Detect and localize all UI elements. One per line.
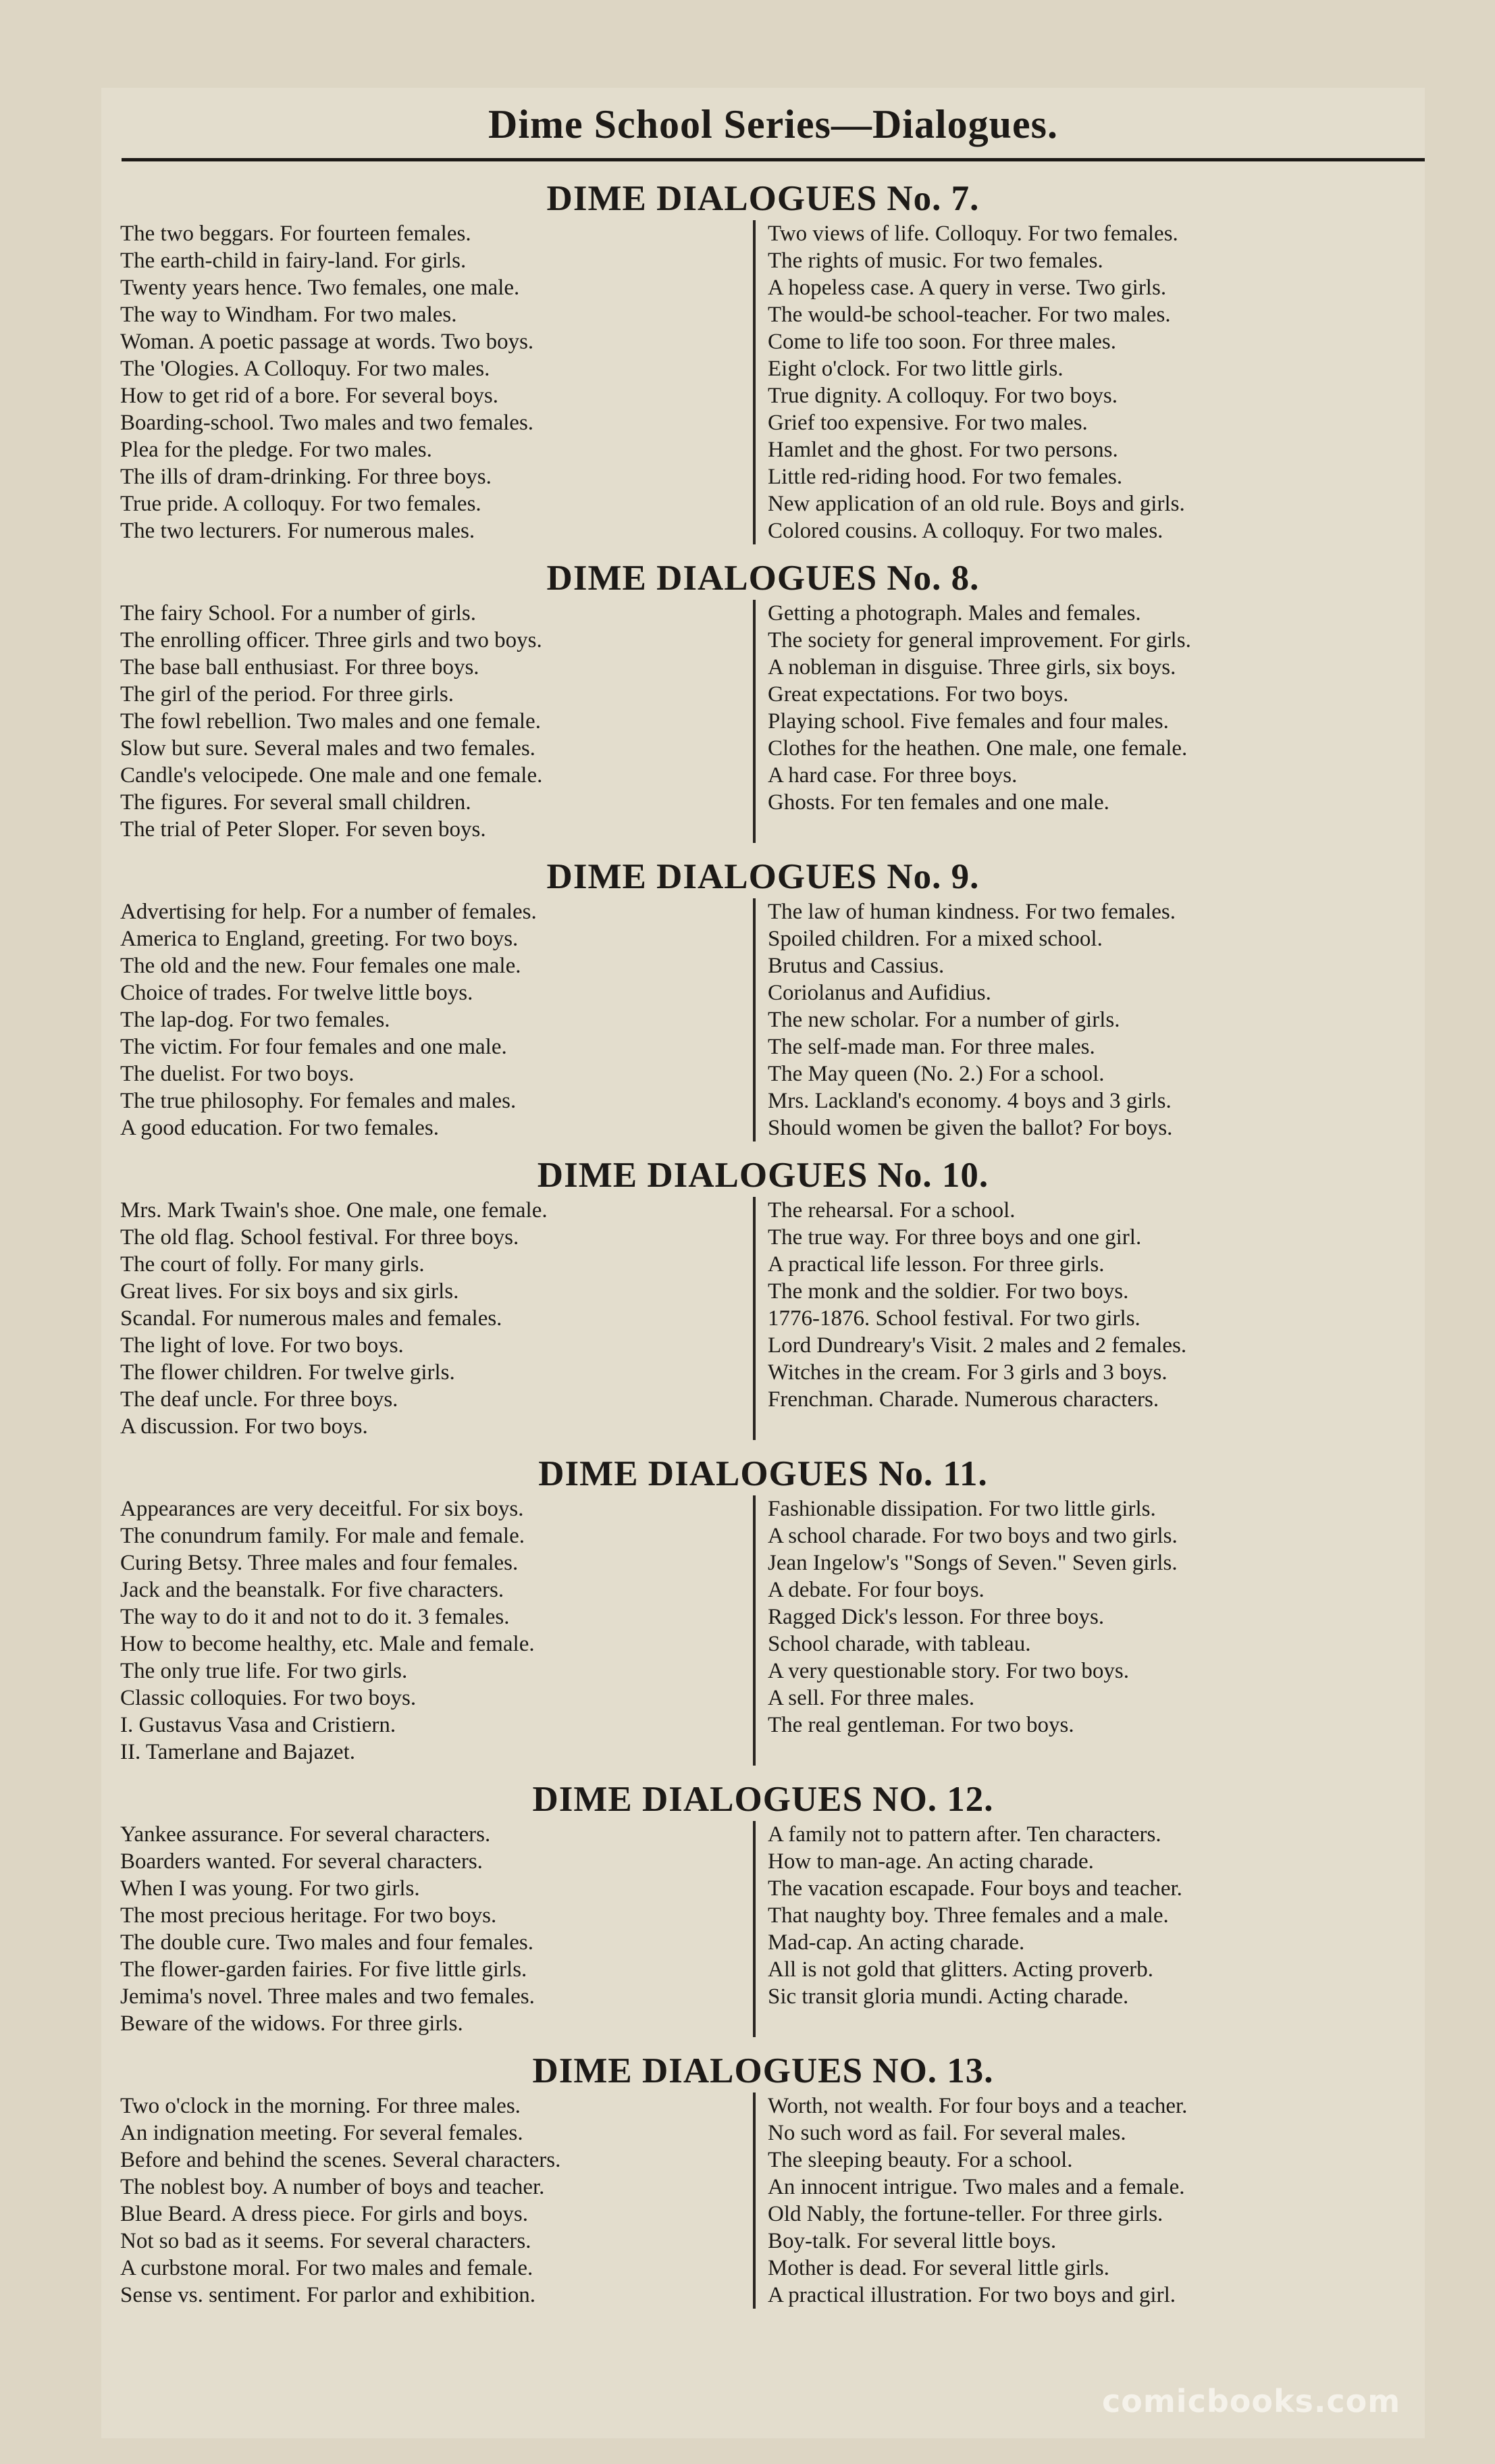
- dialogue-section: [101, 557, 1425, 843]
- dialogue-entry: The ills of dram-drinking. For three boys.: [120, 465, 492, 489]
- dialogue-entry: The 'Ologies. A Colloquy. For two males.: [120, 357, 490, 381]
- dialogue-entry: Should women be given the ballot? For boys.: [768, 1116, 1173, 1140]
- dialogue-entry: Curing Betsy. Three males and four females.: [120, 1551, 519, 1575]
- dialogue-entry: The two beggars. For fourteen females.: [120, 222, 471, 246]
- section-columns: [101, 600, 1425, 843]
- dialogue-entry: Coriolanus and Aufidius.: [768, 981, 991, 1005]
- dialogue-entry: Old Nably, the fortune-teller. For three girls.: [768, 2202, 1163, 2226]
- dialogue-entry: A practical illustration. For two boys and girl.: [768, 2283, 1176, 2307]
- left-column: [101, 898, 753, 1141]
- dialogue-entry: Before and behind the scenes. Several characters.: [120, 2148, 561, 2172]
- section-title: DIME DIALOGUES No. 10.: [537, 1156, 989, 1195]
- dialogue-entry: Two o'clock in the morning. For three males.: [120, 2094, 521, 2118]
- dialogue-entry: The flower children. For twelve girls.: [120, 1360, 455, 1385]
- dialogue-entry: Not so bad as it seems. For several characters.: [120, 2229, 531, 2253]
- dialogue-entry: The duelist. For two boys.: [120, 1062, 355, 1086]
- dialogue-entry: How to get rid of a bore. For several boys.: [120, 384, 498, 408]
- dialogue-section: [101, 2049, 1425, 2309]
- dialogue-entry: A nobleman in disguise. Three girls, six boys.: [768, 655, 1176, 679]
- dialogue-entry: The light of love. For two boys.: [120, 1333, 404, 1358]
- dialogue-entry: The would-be school-teacher. For two males.: [768, 303, 1171, 327]
- section-columns: [101, 1495, 1425, 1766]
- dialogue-entry: Getting a photograph. Males and females.: [768, 601, 1141, 625]
- left-column: [101, 600, 753, 843]
- right-column: [753, 1197, 1425, 1440]
- right-column: [753, 2093, 1425, 2309]
- dialogue-entry: Two views of life. Colloquy. For two females.: [768, 222, 1178, 246]
- dialogue-entry: Great lives. For six boys and six girls.: [120, 1279, 459, 1304]
- dialogue-entry: The way to do it and not to do it. 3 females.: [120, 1605, 510, 1629]
- dialogue-entry: The fairy School. For a number of girls.: [120, 601, 476, 625]
- section-title: DIME DIALOGUES No. 11.: [538, 1454, 988, 1493]
- dialogue-entry: Choice of trades. For twelve little boys.: [120, 981, 473, 1005]
- dialogue-entry: Scandal. For numerous males and females.: [120, 1306, 502, 1331]
- dialogue-entry: The only true life. For two girls.: [120, 1659, 408, 1683]
- dialogue-section: [101, 1778, 1425, 2037]
- watermark-credit: comicbooks.com: [1102, 2383, 1401, 2419]
- left-column: [101, 1197, 753, 1440]
- dialogue-entry: An indignation meeting. For several females.: [120, 2121, 523, 2145]
- right-column: [753, 220, 1425, 544]
- dialogue-entry: Twenty years hence. Two females, one male.: [120, 276, 520, 300]
- dialogue-entry: The conundrum family. For male and female.: [120, 1524, 525, 1548]
- dialogue-section: [101, 1154, 1425, 1440]
- dialogue-entry: America to England, greeting. For two boys.: [120, 927, 519, 951]
- dialogue-entry: Colored cousins. A colloquy. For two males.: [768, 519, 1163, 543]
- dialogue-entry: The self-made man. For three males.: [768, 1035, 1095, 1059]
- dialogue-entry: The rehearsal. For a school.: [768, 1198, 1016, 1223]
- dialogue-entry: Playing school. Five females and four males.: [768, 709, 1169, 734]
- dialogue-entry: II. Tamerlane and Bajazet.: [120, 1740, 355, 1764]
- dialogue-entry: Clothes for the heathen. One male, one female.: [768, 736, 1188, 761]
- dialogue-entry: A curbstone moral. For two males and female.: [120, 2256, 533, 2280]
- left-column: [101, 2093, 753, 2309]
- dialogue-entry: A hopeless case. A query in verse. Two girls.: [768, 276, 1167, 300]
- dialogue-entry: New application of an old rule. Boys and girls.: [768, 492, 1185, 516]
- dialogue-entry: Yankee assurance. For several characters.: [120, 1822, 491, 1847]
- dialogue-entry: The base ball enthusiast. For three boys.: [120, 655, 479, 679]
- dialogue-entry: Boarders wanted. For several characters.: [120, 1849, 483, 1874]
- dialogue-entry: Come to life too soon. For three males.: [768, 330, 1116, 354]
- section-columns: [101, 2093, 1425, 2309]
- dialogue-entry: Hamlet and the ghost. For two persons.: [768, 438, 1118, 462]
- dialogue-entry: Grief too expensive. For two males.: [768, 411, 1088, 435]
- section-title: DIME DIALOGUES No. 8.: [546, 559, 980, 598]
- dialogue-entry: The deaf uncle. For three boys.: [120, 1387, 398, 1412]
- dialogue-entry: School charade, with tableau.: [768, 1632, 1031, 1656]
- dialogue-entry: True pride. A colloquy. For two females.: [120, 492, 481, 516]
- right-column: [753, 1821, 1425, 2037]
- dialogue-entry: Sic transit gloria mundi. Acting charade.: [768, 1984, 1129, 2009]
- dialogue-entry: The trial of Peter Sloper. For seven boys.: [120, 817, 486, 842]
- header-rule: [122, 158, 1425, 161]
- dialogue-entry: Mad-cap. An acting charade.: [768, 1930, 1025, 1955]
- dialogue-entry: Plea for the pledge. For two males.: [120, 438, 432, 462]
- dialogue-entry: The way to Windham. For two males.: [120, 303, 457, 327]
- page-header: [122, 101, 1425, 165]
- dialogue-entry: A practical life lesson. For three girls.: [768, 1252, 1105, 1277]
- dialogue-entry: The double cure. Two males and four females.: [120, 1930, 533, 1955]
- dialogue-entry: Mother is dead. For several little girls.: [768, 2256, 1109, 2280]
- dialogue-entry: The May queen (No. 2.) For a school.: [768, 1062, 1105, 1086]
- dialogue-entry: Sense vs. sentiment. For parlor and exhibition.: [120, 2283, 535, 2307]
- dialogue-entry: Ragged Dick's lesson. For three boys.: [768, 1605, 1105, 1629]
- dialogue-entry: The court of folly. For many girls.: [120, 1252, 425, 1277]
- dialogue-entry: How to man-age. An acting charade.: [768, 1849, 1094, 1874]
- dialogue-entry: Spoiled children. For a mixed school.: [768, 927, 1103, 951]
- dialogue-entry: Mrs. Mark Twain's shoe. One male, one female.: [120, 1198, 548, 1223]
- dialogue-entry: Boy-talk. For several little boys.: [768, 2229, 1057, 2253]
- dialogue-entry: I. Gustavus Vasa and Cristiern.: [120, 1713, 396, 1737]
- dialogue-entry: True dignity. A colloquy. For two boys.: [768, 384, 1118, 408]
- dialogue-entry: Beware of the widows. For three girls.: [120, 2011, 463, 2036]
- right-column: [753, 1495, 1425, 1766]
- section-title: DIME DIALOGUES No. 9.: [546, 857, 980, 896]
- section-title: DIME DIALOGUES No. 7.: [546, 179, 980, 218]
- right-column: [753, 898, 1425, 1141]
- dialogue-entry: The enrolling officer. Three girls and two boys.: [120, 628, 542, 652]
- dialogue-entry: Witches in the cream. For 3 girls and 3 boys.: [768, 1360, 1168, 1385]
- left-column: [101, 1821, 753, 2037]
- dialogue-entry: The most precious heritage. For two boys.: [120, 1903, 497, 1928]
- dialogue-entry: An innocent intrigue. Two males and a female.: [768, 2175, 1185, 2199]
- section-columns: [101, 1197, 1425, 1440]
- dialogue-entry: A school charade. For two boys and two girls.: [768, 1524, 1178, 1548]
- section-columns: [101, 898, 1425, 1141]
- dialogue-entry: Advertising for help. For a number of females.: [120, 900, 537, 924]
- dialogue-entry: The true way. For three boys and one girl.: [768, 1225, 1142, 1250]
- dialogue-entry: No such word as fail. For several males.: [768, 2121, 1126, 2145]
- section-columns: [101, 220, 1425, 544]
- dialogue-entry: The true philosophy. For females and males.: [120, 1089, 517, 1113]
- dialogue-entry: Worth, not wealth. For four boys and a teacher.: [768, 2094, 1188, 2118]
- dialogue-entry: The noblest boy. A number of boys and teacher.: [120, 2175, 545, 2199]
- dialogue-entry: Jean Ingelow's "Songs of Seven." Seven girls.: [768, 1551, 1178, 1575]
- dialogue-entry: That naughty boy. Three females and a male.: [768, 1903, 1169, 1928]
- dialogue-entry: The new scholar. For a number of girls.: [768, 1008, 1120, 1032]
- section-columns: [101, 1821, 1425, 2037]
- dialogue-entry: A sell. For three males.: [768, 1686, 975, 1710]
- dialogue-entry: The vacation escapade. Four boys and teacher.: [768, 1876, 1182, 1901]
- dialogue-entry: Appearances are very deceitful. For six boys.: [120, 1497, 524, 1521]
- dialogue-entry: Frenchman. Charade. Numerous characters.: [768, 1387, 1159, 1412]
- section-title: DIME DIALOGUES NO. 12.: [532, 1780, 994, 1819]
- series-title: Dime School Series—Dialogues.: [488, 102, 1058, 147]
- left-column: [101, 1495, 753, 1766]
- right-column: [753, 600, 1425, 843]
- dialogue-entry: Blue Beard. A dress piece. For girls and boys.: [120, 2202, 528, 2226]
- dialogue-entry: The girl of the period. For three girls.: [120, 682, 454, 707]
- dialogue-entry: A good education. For two females.: [120, 1116, 439, 1140]
- dialogue-entry: The fowl rebellion. Two males and one female.: [120, 709, 541, 734]
- dialogue-entry: The sleeping beauty. For a school.: [768, 2148, 1073, 2172]
- dialogue-entry: The earth-child in fairy-land. For girls.: [120, 249, 467, 273]
- dialogue-entry: How to become healthy, etc. Male and female.: [120, 1632, 535, 1656]
- dialogue-entry: Jack and the beanstalk. For five characters.: [120, 1578, 504, 1602]
- dialogue-entry: The lap-dog. For two females.: [120, 1008, 390, 1032]
- dialogue-entry: The monk and the soldier. For two boys.: [768, 1279, 1129, 1304]
- dialogue-entry: The figures. For several small children.: [120, 790, 471, 815]
- dialogue-entry: 1776-1876. School festival. For two girls.: [768, 1306, 1140, 1331]
- dialogue-section: [101, 1452, 1425, 1766]
- dialogue-entry: The two lecturers. For numerous males.: [120, 519, 475, 543]
- dialogue-entry: Slow but sure. Several males and two females.: [120, 736, 535, 761]
- section-title: DIME DIALOGUES NO. 13.: [532, 2051, 994, 2090]
- dialogue-entry: The law of human kindness. For two females.: [768, 900, 1176, 924]
- dialogue-entry: Little red-riding hood. For two females.: [768, 465, 1123, 489]
- dialogue-entry: The old and the new. Four females one male.: [120, 954, 521, 978]
- dialogue-entry: Brutus and Cassius.: [768, 954, 945, 978]
- dialogue-entry: A very questionable story. For two boys.: [768, 1659, 1129, 1683]
- dialogue-entry: Great expectations. For two boys.: [768, 682, 1069, 707]
- dialogue-entry: Eight o'clock. For two little girls.: [768, 357, 1064, 381]
- dialogue-entry: A hard case. For three boys.: [768, 763, 1018, 788]
- left-column: [101, 220, 753, 544]
- dialogue-entry: Boarding-school. Two males and two females.: [120, 411, 534, 435]
- dialogue-entry: Candle's velocipede. One male and one female.: [120, 763, 543, 788]
- dialogue-entry: Ghosts. For ten females and one male.: [768, 790, 1109, 815]
- dialogue-section: [101, 177, 1425, 544]
- dialogue-catalog: [101, 177, 1425, 2321]
- dialogue-entry: A family not to pattern after. Ten characters.: [768, 1822, 1161, 1847]
- dialogue-entry: Jemima's novel. Three males and two females.: [120, 1984, 535, 2009]
- dialogue-entry: The society for general improvement. For girls.: [768, 628, 1191, 652]
- dialogue-entry: Fashionable dissipation. For two little girls.: [768, 1497, 1156, 1521]
- dialogue-section: [101, 855, 1425, 1141]
- dialogue-entry: A discussion. For two boys.: [120, 1414, 368, 1439]
- dialogue-entry: The rights of music. For two females.: [768, 249, 1103, 273]
- dialogue-entry: Woman. A poetic passage at words. Two boys.: [120, 330, 534, 354]
- dialogue-entry: When I was young. For two girls.: [120, 1876, 420, 1901]
- dialogue-entry: All is not gold that glitters. Acting proverb.: [768, 1957, 1154, 1982]
- dialogue-entry: Lord Dundreary's Visit. 2 males and 2 females.: [768, 1333, 1187, 1358]
- dialogue-entry: Mrs. Lackland's economy. 4 boys and 3 girls.: [768, 1089, 1172, 1113]
- dialogue-entry: The old flag. School festival. For three boys.: [120, 1225, 519, 1250]
- dialogue-entry: A debate. For four boys.: [768, 1578, 985, 1602]
- dialogue-entry: The victim. For four females and one male.: [120, 1035, 507, 1059]
- dialogue-entry: Classic colloquies. For two boys.: [120, 1686, 417, 1710]
- dialogue-entry: The real gentleman. For two boys.: [768, 1713, 1074, 1737]
- dialogue-entry: The flower-garden fairies. For five little girls.: [120, 1957, 527, 1982]
